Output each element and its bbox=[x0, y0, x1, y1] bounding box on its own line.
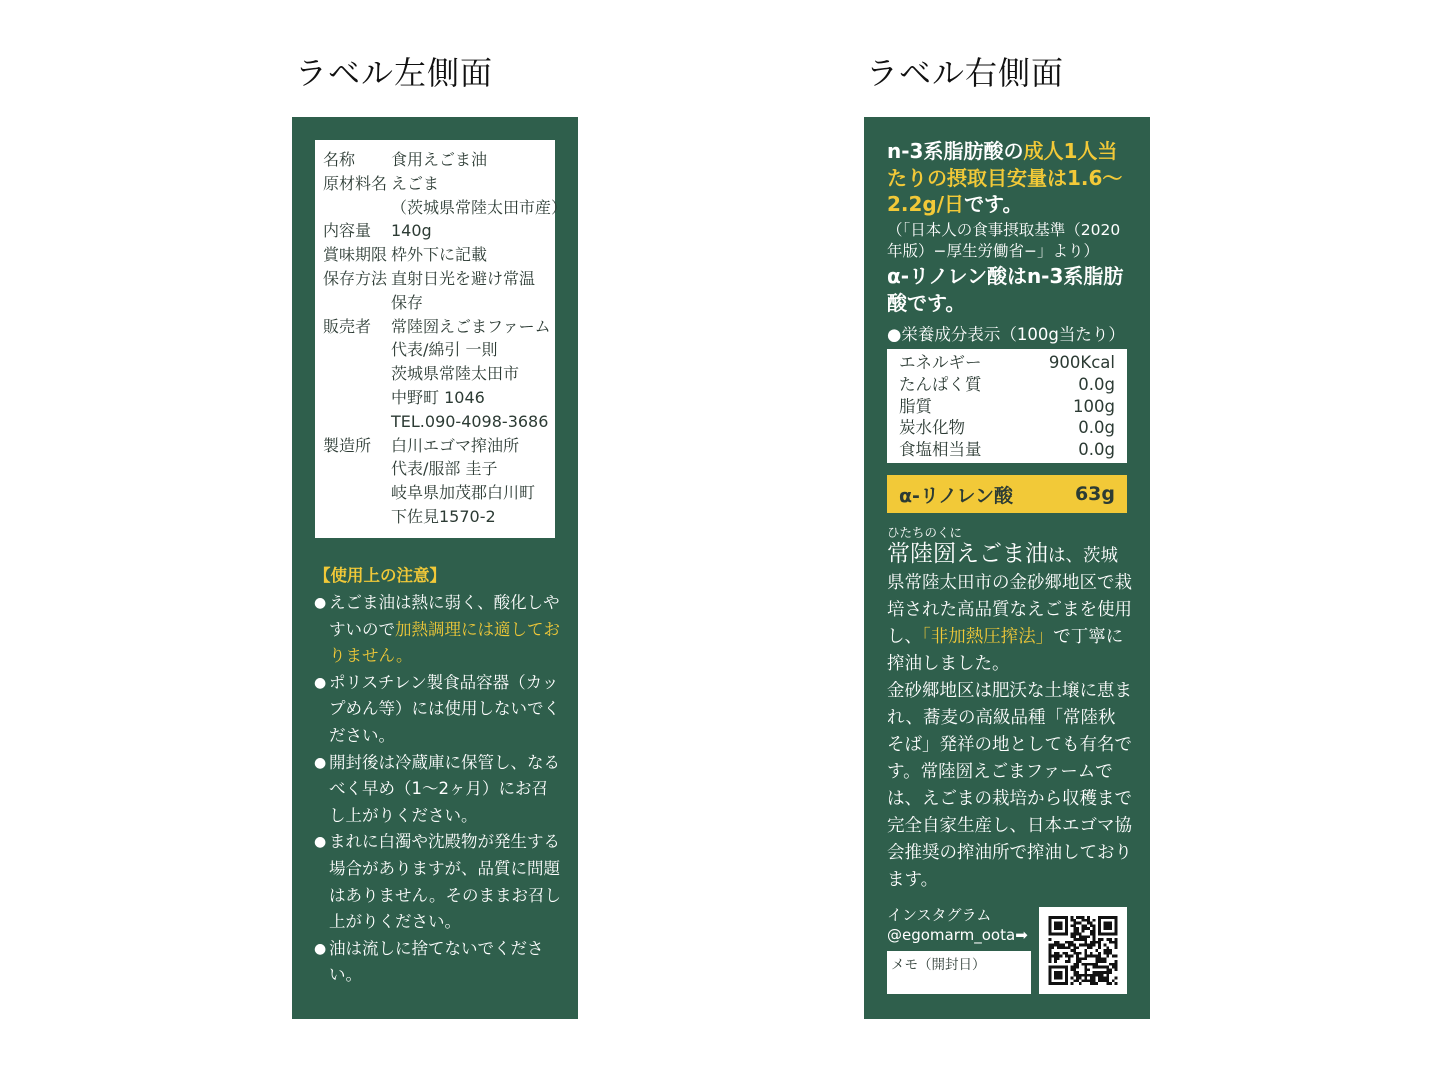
instagram-handle[interactable]: @egomarm_oota bbox=[887, 926, 1016, 944]
info-value: 常陸圀えごまファーム bbox=[391, 316, 551, 336]
note-item bbox=[314, 590, 564, 670]
info-row bbox=[323, 267, 549, 315]
product-info-box bbox=[315, 140, 568, 538]
info-row bbox=[323, 434, 549, 529]
story-text: は、茨城県常陸太田市の金砂郷地区で栽培された高品質なえごまを使用し、 bbox=[887, 546, 1132, 647]
info-values bbox=[391, 243, 549, 267]
info-value: 茨城県常陸太田市 bbox=[391, 364, 520, 384]
nutrient-value: 900Kcal bbox=[1048, 353, 1115, 372]
info-label: 原材料名 bbox=[323, 173, 388, 193]
info-value: えごま bbox=[391, 173, 440, 193]
source-citation: （「日本人の食事摂取基準（2020年版）−厚生労働省−」より） bbox=[887, 221, 1121, 260]
usage-notes bbox=[314, 564, 564, 989]
nutrition-row bbox=[899, 417, 1115, 439]
info-value: 直射日光を避け常温 bbox=[391, 268, 536, 288]
intake-statement bbox=[887, 138, 1132, 218]
alpha-linolenic-note: α-リノレン酸はn-3系脂肪酸です。 bbox=[887, 264, 1124, 315]
info-value: 下佐見1570-2 bbox=[391, 506, 496, 526]
info-value: 保存 bbox=[391, 292, 424, 312]
intake-highlight: 成人1人当たりの摂取目安量は1.6〜2.2g/日 bbox=[887, 139, 1123, 216]
memo-field: メモ（開封日） bbox=[887, 951, 1031, 994]
info-value: 岐阜県加茂郡白川町 bbox=[391, 483, 536, 503]
nutrient-value: 100g bbox=[1073, 396, 1115, 416]
nutrient-name: たんぱく質 bbox=[899, 374, 982, 394]
brand-name: 常陸圀えごま油 bbox=[887, 541, 1048, 567]
nutrition-row bbox=[899, 439, 1115, 461]
info-value: 白川エゴマ搾油所 bbox=[391, 435, 520, 455]
info-label: 内容量 bbox=[323, 221, 372, 241]
info-label: 保存方法 bbox=[323, 268, 388, 288]
info-values bbox=[391, 315, 551, 434]
right-label-panel bbox=[864, 117, 1150, 1019]
info-value: 140g bbox=[391, 221, 432, 241]
info-row bbox=[323, 219, 549, 243]
info-value: 代表/綿引 一則 bbox=[391, 340, 498, 360]
info-row bbox=[323, 243, 549, 267]
info-values bbox=[391, 148, 549, 172]
info-values bbox=[391, 434, 549, 529]
bullet-icon: ● bbox=[314, 834, 327, 851]
note-text: 油は流しに捨てないでください。 bbox=[329, 938, 544, 985]
note-item bbox=[314, 829, 564, 935]
nutrition-row bbox=[899, 374, 1115, 396]
intake-text-end: です。 bbox=[964, 192, 1023, 216]
info-label: 名称 bbox=[323, 150, 356, 169]
left-label-panel bbox=[292, 117, 578, 1019]
note-highlight: 加熱調理には適しておりません。 bbox=[329, 619, 560, 666]
qr-code-icon[interactable] bbox=[1039, 907, 1127, 994]
usage-notes-title: 【使用上の注意】 bbox=[314, 566, 446, 585]
alpha-label: α-リノレン酸 bbox=[899, 484, 1013, 507]
bullet-icon: ● bbox=[314, 674, 327, 691]
note-item bbox=[314, 670, 564, 750]
story-text: で丁寧に搾油しました。 bbox=[887, 627, 1124, 674]
note-text: まれに白濁や沈殿物が発生する場合がありますが、品質に問題はありません。そのままお召し上がりください。 bbox=[329, 832, 561, 932]
brand-ruby: ひたちのくに bbox=[887, 525, 963, 540]
info-value: 食用えごま油 bbox=[391, 150, 488, 169]
info-values bbox=[391, 267, 549, 315]
nutrition-row bbox=[899, 396, 1115, 418]
info-value: （茨城県常陸太田市産） bbox=[391, 197, 568, 217]
alpha-linolenic-box bbox=[887, 475, 1127, 513]
bullet-icon: ● bbox=[314, 595, 327, 611]
bullet-icon: ● bbox=[314, 940, 327, 957]
right-side-heading: ラベル右側面 bbox=[866, 54, 1065, 92]
left-side-heading: ラベル左側面 bbox=[295, 54, 494, 92]
info-label: 製造所 bbox=[323, 435, 372, 455]
nutrition-row bbox=[899, 352, 1115, 374]
note-item bbox=[314, 750, 564, 830]
info-value: 枠外下に記載 bbox=[391, 245, 488, 265]
note-text: えごま油は熱に弱く、酸化しやすいので bbox=[329, 593, 560, 639]
instagram-label: インスタグラム bbox=[887, 906, 992, 924]
nutrition-title: ●栄養成分表示（100g当たり） bbox=[887, 325, 1125, 344]
nutrition-table bbox=[887, 349, 1127, 463]
info-label: 賞味期限 bbox=[323, 245, 388, 265]
info-values bbox=[391, 172, 567, 220]
info-label: 販売者 bbox=[323, 316, 372, 336]
story-highlight: 「非加熱圧搾法」 bbox=[922, 627, 1054, 647]
info-row bbox=[323, 172, 568, 220]
brand-story bbox=[887, 541, 1132, 894]
info-value: 中野町 1046 bbox=[391, 387, 485, 407]
nutrient-value: 0.0g bbox=[1078, 440, 1115, 460]
nutrient-value: 0.0g bbox=[1078, 374, 1115, 394]
note-item bbox=[314, 936, 564, 989]
info-value: TEL.090-4098-3686 bbox=[391, 411, 549, 431]
intake-text: n-3系脂肪酸の bbox=[887, 139, 1024, 163]
arrow-right-icon: ➡ bbox=[1015, 926, 1028, 944]
nutrient-value: 0.0g bbox=[1078, 418, 1115, 438]
info-row bbox=[323, 315, 549, 434]
info-row bbox=[323, 148, 549, 172]
nutrient-name: エネルギー bbox=[899, 353, 982, 372]
nutrient-name: 炭水化物 bbox=[899, 418, 965, 438]
note-text: 開封後は冷蔵庫に保管し、なるべく早め（1〜2ヶ月）にお召し上がりください。 bbox=[329, 752, 560, 825]
nutrient-name: 脂質 bbox=[899, 396, 932, 416]
note-text: ポリスチレン製食品容器（カップめん等）には使用しないでください。 bbox=[329, 672, 560, 745]
nutrient-name: 食塩相当量 bbox=[899, 440, 982, 460]
alpha-value: 63g bbox=[1074, 483, 1115, 505]
info-values bbox=[391, 219, 549, 243]
story-text: 金砂郷地区は肥沃な土壌に恵まれ、蕎麦の高級品種「常陸秋そば」発祥の地としても有名です。常陸圀えごまファームでは、えごまの栽培から収穫まで完全自家生産し、日本エゴマ協会推奨の搾油所で搾油しております。 bbox=[887, 681, 1132, 890]
info-value: 代表/服部 圭子 bbox=[391, 459, 498, 479]
bullet-icon: ● bbox=[314, 754, 327, 771]
